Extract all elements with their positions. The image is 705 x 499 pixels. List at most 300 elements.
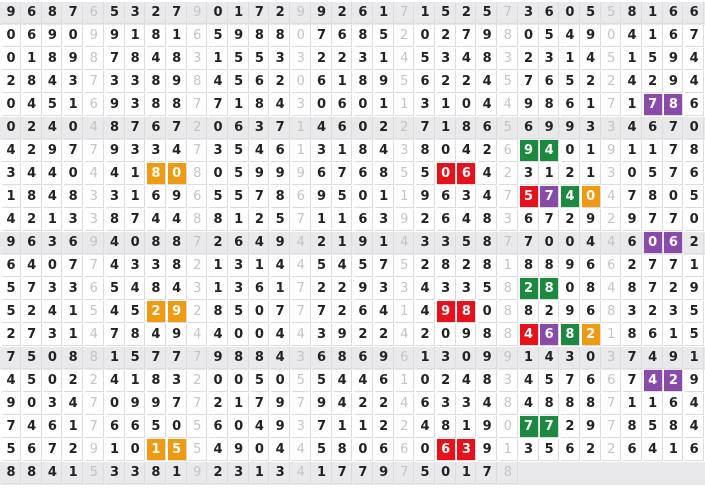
grid-cell: 8	[250, 94, 269, 116]
grid-cell: 3	[106, 71, 125, 93]
grid-cell: 6	[354, 301, 373, 323]
grid-cell: 1	[395, 370, 414, 392]
grid-cell: 3	[582, 117, 601, 139]
grid-cell: 9	[271, 232, 290, 254]
grid-cell: 7	[188, 393, 207, 415]
grid-row	[0, 324, 705, 347]
grid-cell: 2	[313, 278, 332, 300]
grid-cell: 2	[23, 209, 42, 231]
grid-cell: 8	[85, 347, 104, 369]
grid-cell: 1	[602, 324, 621, 346]
grid-cell: 9	[457, 324, 476, 346]
grid-cell: 4	[43, 163, 62, 185]
grid-cell: 4	[602, 232, 621, 254]
grid-cell: 6	[685, 439, 704, 461]
grid-cell: 1	[230, 209, 249, 231]
grid-cell: 3	[499, 209, 518, 231]
grid-cell: 4	[188, 324, 207, 346]
grid-cell: 1	[582, 163, 601, 185]
grid-cell: 0	[499, 416, 518, 438]
grid-cell: 9	[292, 2, 311, 24]
grid-cell: 9	[271, 163, 290, 185]
grid-cell: 8	[520, 255, 539, 277]
grid-cell: 4	[644, 439, 663, 461]
grid-cell: 3	[168, 370, 187, 392]
grid-cell: 6	[540, 71, 559, 93]
grid-cell: 5	[313, 439, 332, 461]
grid-cell: 3	[602, 117, 621, 139]
grid-cell: 4	[685, 393, 704, 415]
grid-cell: 6	[354, 163, 373, 185]
grid-cell: 3	[375, 278, 394, 300]
grid-cell: 3	[85, 186, 104, 208]
grid-cell: 8	[209, 209, 228, 231]
grid-cell: 1	[313, 462, 332, 484]
grid-cell: 1	[126, 25, 145, 47]
grid-cell: 1	[437, 117, 456, 139]
grid-cell: 7	[499, 232, 518, 254]
grid-cell: 1	[333, 71, 352, 93]
grid-row	[0, 301, 705, 324]
grid-cell: 8	[23, 71, 42, 93]
grid-cell: 4	[644, 370, 663, 392]
grid-cell: 1	[520, 347, 539, 369]
grid-row	[0, 462, 705, 485]
grid-cell: 8	[354, 140, 373, 162]
grid-cell: 4	[147, 209, 166, 231]
grid-cell: 3	[126, 71, 145, 93]
grid-cell: 3	[437, 347, 456, 369]
grid-cell: 4	[23, 416, 42, 438]
grid-cell: 2	[209, 393, 228, 415]
grid-cell: 7	[644, 255, 663, 277]
grid-cell: 8	[499, 324, 518, 346]
grid-cell: 3	[188, 278, 207, 300]
grid-cell: 9	[561, 117, 580, 139]
grid-cell: 7	[250, 393, 269, 415]
grid-cell: 8	[43, 48, 62, 70]
grid-cell: 0	[437, 163, 456, 185]
grid-cell: 6	[664, 393, 683, 415]
grid-cell: 5	[416, 48, 435, 70]
grid-cell: 7	[85, 140, 104, 162]
grid-cell: 1	[126, 163, 145, 185]
grid-cell: 6	[85, 2, 104, 24]
grid-cell: 9	[126, 393, 145, 415]
grid-cell: 4	[644, 347, 663, 369]
grid-cell: 8	[147, 278, 166, 300]
grid-cell: 1	[230, 94, 249, 116]
grid-cell: 4	[23, 255, 42, 277]
grid-cell: 4	[271, 439, 290, 461]
grid-cell: 1	[644, 140, 663, 162]
grid-cell: 5	[126, 301, 145, 323]
grid-cell: 7	[23, 278, 42, 300]
grid-cell: 8	[147, 163, 166, 185]
grid-cell: 9	[43, 25, 62, 47]
grid-cell: 3	[126, 2, 145, 24]
grid-cell: 1	[375, 232, 394, 254]
grid-cell: 7	[64, 255, 83, 277]
grid-cell: 0	[43, 370, 62, 392]
grid-cell: 3	[230, 255, 249, 277]
grid-cell: 0	[292, 25, 311, 47]
grid-cell: 4	[478, 163, 497, 185]
grid-cell: 8	[43, 2, 62, 24]
grid-cell: 1	[147, 439, 166, 461]
grid-cell: 6	[375, 439, 394, 461]
grid-cell: 4	[292, 439, 311, 461]
grid-cell: 1	[2, 186, 21, 208]
grid-cell: 6	[561, 439, 580, 461]
grid-cell: 4	[540, 347, 559, 369]
grid-cell: 6	[23, 439, 42, 461]
grid-cell: 8	[540, 278, 559, 300]
grid-cell: 1	[106, 347, 125, 369]
grid-cell: 8	[250, 347, 269, 369]
grid-cell: 7	[2, 416, 21, 438]
grid-cell: 2	[313, 48, 332, 70]
grid-cell: 9	[561, 255, 580, 277]
grid-cell: 4	[106, 301, 125, 323]
grid-cell: 4	[478, 393, 497, 415]
grid-cell: 1	[664, 324, 683, 346]
grid-cell: 8	[499, 393, 518, 415]
grid-cell: 5	[375, 25, 394, 47]
grid-cell: 4	[209, 324, 228, 346]
grid-cell: 7	[271, 117, 290, 139]
grid-cell: 4	[292, 324, 311, 346]
grid-cell: 2	[333, 2, 352, 24]
grid-cell: 9	[106, 25, 125, 47]
grid-cell: 6	[561, 94, 580, 116]
grid-row	[0, 71, 705, 94]
grid-cell: 3	[437, 232, 456, 254]
grid-cell: 4	[623, 71, 642, 93]
grid-cell: 0	[23, 393, 42, 415]
grid-cell: 2	[664, 278, 683, 300]
grid-cell: 1	[582, 94, 601, 116]
grid-cell: 9	[478, 416, 497, 438]
grid-row	[0, 393, 705, 416]
grid-cell: 1	[250, 462, 269, 484]
grid-cell: 6	[437, 209, 456, 231]
grid-cell: 6	[582, 255, 601, 277]
grid-cell: 8	[126, 324, 145, 346]
grid-cell: 6	[64, 232, 83, 254]
grid-row	[0, 232, 705, 255]
grid-cell: 2	[457, 71, 476, 93]
grid-cell: 0	[230, 324, 249, 346]
grid-cell: 8	[147, 462, 166, 484]
grid-cell: 8	[230, 347, 249, 369]
grid-cell: 6	[126, 416, 145, 438]
grid-cell: 7	[292, 209, 311, 231]
grid-cell: 4	[333, 255, 352, 277]
grid-cell: 2	[354, 324, 373, 346]
grid-cell: 0	[437, 140, 456, 162]
grid-cell: 0	[209, 163, 228, 185]
grid-cell: 2	[520, 48, 539, 70]
grid-cell: 0	[623, 163, 642, 185]
grid-cell: 2	[2, 324, 21, 346]
grid-cell: 0	[250, 324, 269, 346]
grid-cell: 5	[271, 209, 290, 231]
grid-cell: 4	[43, 186, 62, 208]
grid-cell: 1	[64, 416, 83, 438]
grid-cell: 9	[582, 209, 601, 231]
grid-cell: 0	[250, 301, 269, 323]
grid-cell: 2	[561, 416, 580, 438]
grid-cell: 5	[313, 255, 332, 277]
grid-cell: 4	[685, 48, 704, 70]
grid-cell: 8	[437, 416, 456, 438]
grid-cell: 6	[602, 255, 621, 277]
grid-row	[0, 370, 705, 393]
grid-cell: 6	[540, 2, 559, 24]
grid-cell: 4	[478, 71, 497, 93]
grid-cell: 5	[602, 2, 621, 24]
grid-cell: 9	[168, 71, 187, 93]
grid-cell: 1	[685, 347, 704, 369]
grid-cell: 4	[64, 393, 83, 415]
grid-cell: 8	[64, 186, 83, 208]
grid-cell: 2	[457, 2, 476, 24]
grid-cell: 7	[623, 347, 642, 369]
grid-cell: 0	[230, 416, 249, 438]
grid-cell: 9	[106, 140, 125, 162]
grid-cell: 4	[85, 324, 104, 346]
grid-cell: 4	[395, 393, 414, 415]
grid-cell: 9	[416, 186, 435, 208]
grid-cell: 0	[64, 117, 83, 139]
grid-cell: 3	[457, 393, 476, 415]
grid-cell: 7	[395, 2, 414, 24]
grid-cell: 4	[43, 301, 62, 323]
grid-cell: 7	[106, 48, 125, 70]
grid-cell: 3	[292, 347, 311, 369]
grid-cell: 6	[437, 186, 456, 208]
grid-cell: 5	[23, 370, 42, 392]
grid-cell: 7	[395, 462, 414, 484]
grid-cell: 6	[2, 255, 21, 277]
grid-cell: 1	[416, 347, 435, 369]
grid-cell: 9	[85, 232, 104, 254]
grid-cell: 1	[561, 48, 580, 70]
grid-cell: 6	[313, 347, 332, 369]
grid-cell: 0	[416, 370, 435, 392]
grid-cell: 4	[354, 370, 373, 392]
grid-cell: 7	[478, 462, 497, 484]
grid-cell: 4	[2, 140, 21, 162]
grid-cell: 5	[685, 301, 704, 323]
grid-cell: 0	[540, 232, 559, 254]
grid-cell: 2	[416, 324, 435, 346]
grid-cell: 6	[333, 117, 352, 139]
grid-cell: 2	[271, 71, 290, 93]
grid-cell: 6	[582, 370, 601, 392]
grid-cell: 3	[437, 278, 456, 300]
grid-cell: 9	[623, 209, 642, 231]
grid-cell: 4	[85, 117, 104, 139]
grid-cell: 4	[23, 163, 42, 185]
grid-cell: 4	[457, 370, 476, 392]
grid-cell: 4	[499, 94, 518, 116]
grid-cell: 8	[623, 324, 642, 346]
grid-cell: 6	[230, 117, 249, 139]
grid-cell: 0	[2, 117, 21, 139]
grid-cell: 3	[602, 163, 621, 185]
grid-cell: 5	[209, 186, 228, 208]
grid-cell: 3	[106, 186, 125, 208]
grid-cell: 1	[395, 186, 414, 208]
grid-cell: 7	[126, 117, 145, 139]
grid-cell: 5	[188, 439, 207, 461]
grid-row	[0, 416, 705, 439]
grid-cell: 5	[416, 163, 435, 185]
grid-cell: 8	[457, 301, 476, 323]
grid-cell: 9	[250, 163, 269, 185]
grid-cell: 8	[664, 94, 683, 116]
grid-cell: 8	[375, 163, 394, 185]
grid-cell: 8	[602, 301, 621, 323]
grid-cell: 5	[644, 163, 663, 185]
grid-cell: 1	[106, 439, 125, 461]
grid-cell: 9	[43, 140, 62, 162]
grid-cell: 2	[416, 209, 435, 231]
grid-cell: 5	[395, 255, 414, 277]
grid-cell: 1	[333, 416, 352, 438]
grid-cell: 5	[230, 186, 249, 208]
grid-cell: 7	[664, 255, 683, 277]
grid-cell: 9	[230, 439, 249, 461]
grid-cell: 8	[168, 48, 187, 70]
grid-cell: 4	[582, 232, 601, 254]
grid-cell: 7	[540, 416, 559, 438]
grid-cell: 3	[457, 439, 476, 461]
grid-cell: 0	[457, 347, 476, 369]
grid-cell: 5	[499, 71, 518, 93]
grid-cell: 0	[168, 163, 187, 185]
grid-cell: 6	[416, 71, 435, 93]
grid-cell: 0	[644, 232, 663, 254]
grid-cell: 0	[2, 48, 21, 70]
grid-cell: 0	[209, 117, 228, 139]
grid-cell: 3	[43, 393, 62, 415]
grid-cell: 2	[209, 462, 228, 484]
grid-cell: 2	[188, 117, 207, 139]
grid-cell: 1	[457, 462, 476, 484]
grid-cell: 6	[188, 186, 207, 208]
grid-cell: 2	[623, 255, 642, 277]
grid-cell: 9	[2, 2, 21, 24]
grid-cell: 9	[561, 301, 580, 323]
grid-cell: 2	[582, 324, 601, 346]
grid-cell: 9	[664, 71, 683, 93]
grid-cell: 2	[209, 232, 228, 254]
grid-cell: 4	[375, 140, 394, 162]
grid-cell: 3	[416, 94, 435, 116]
grid-row	[0, 347, 705, 370]
grid-cell: 5	[2, 301, 21, 323]
grid-cell: 7	[85, 255, 104, 277]
grid-cell: 0	[209, 370, 228, 392]
grid-cell: 2	[395, 25, 414, 47]
grid-cell: 2	[395, 117, 414, 139]
grid-cell: 5	[250, 370, 269, 392]
grid-cell: 3	[602, 347, 621, 369]
grid-cell: 7	[188, 232, 207, 254]
grid-cell: 5	[250, 48, 269, 70]
grid-cell: 9	[582, 416, 601, 438]
grid-cell: 9	[271, 416, 290, 438]
grid-cell: 3	[230, 462, 249, 484]
grid-cell: 6	[395, 347, 414, 369]
grid-cell: 9	[313, 2, 332, 24]
grid-cell: 3	[395, 278, 414, 300]
grid-cell: 2	[375, 416, 394, 438]
grid-cell: 4	[520, 393, 539, 415]
grid-cell: 4	[416, 278, 435, 300]
grid-cell: 0	[437, 324, 456, 346]
grid-cell: 1	[623, 94, 642, 116]
grid-cell: 6	[23, 2, 42, 24]
grid-cell: 7	[664, 163, 683, 185]
grid-cell: 1	[623, 140, 642, 162]
grid-cell: 1	[416, 2, 435, 24]
grid-cell: 1	[664, 439, 683, 461]
grid-cell: 1	[43, 209, 62, 231]
grid-cell: 5	[644, 48, 663, 70]
grid-cell: 2	[147, 2, 166, 24]
grid-cell: 4	[333, 370, 352, 392]
grid-cell: 3	[313, 140, 332, 162]
grid-cell: 9	[685, 278, 704, 300]
grid-cell: 3	[126, 255, 145, 277]
grid-cell: 9	[333, 324, 352, 346]
grid-cell: 9	[271, 393, 290, 415]
grid-cell: 9	[375, 71, 394, 93]
grid-cell: 9	[520, 94, 539, 116]
grid-cell: 0	[685, 117, 704, 139]
grid-cell: 6	[664, 25, 683, 47]
grid-cell: 8	[188, 163, 207, 185]
grid-cell: 0	[582, 347, 601, 369]
grid-cell: 4	[292, 462, 311, 484]
grid-cell: 6	[457, 163, 476, 185]
grid-cell: 0	[561, 278, 580, 300]
grid-cell: 3	[561, 347, 580, 369]
grid-cell: 0	[520, 25, 539, 47]
grid-cell: 6	[644, 117, 663, 139]
grid-cell: 0	[2, 25, 21, 47]
grid-cell: 8	[582, 393, 601, 415]
grid-cell: 3	[85, 209, 104, 231]
grid-cell: 2	[416, 255, 435, 277]
grid-cell: 6	[685, 94, 704, 116]
grid-cell: 2	[354, 393, 373, 415]
grid-row	[0, 278, 705, 301]
grid-cell: 7	[188, 94, 207, 116]
grid-cell: 0	[2, 94, 21, 116]
grid-cell: 5	[2, 439, 21, 461]
grid-cell: 4	[85, 163, 104, 185]
grid-cell: 0	[230, 370, 249, 392]
grid-cell: 6	[250, 278, 269, 300]
grid-cell: 1	[64, 462, 83, 484]
grid-cell: 5	[230, 163, 249, 185]
grid-cell: 1	[64, 301, 83, 323]
